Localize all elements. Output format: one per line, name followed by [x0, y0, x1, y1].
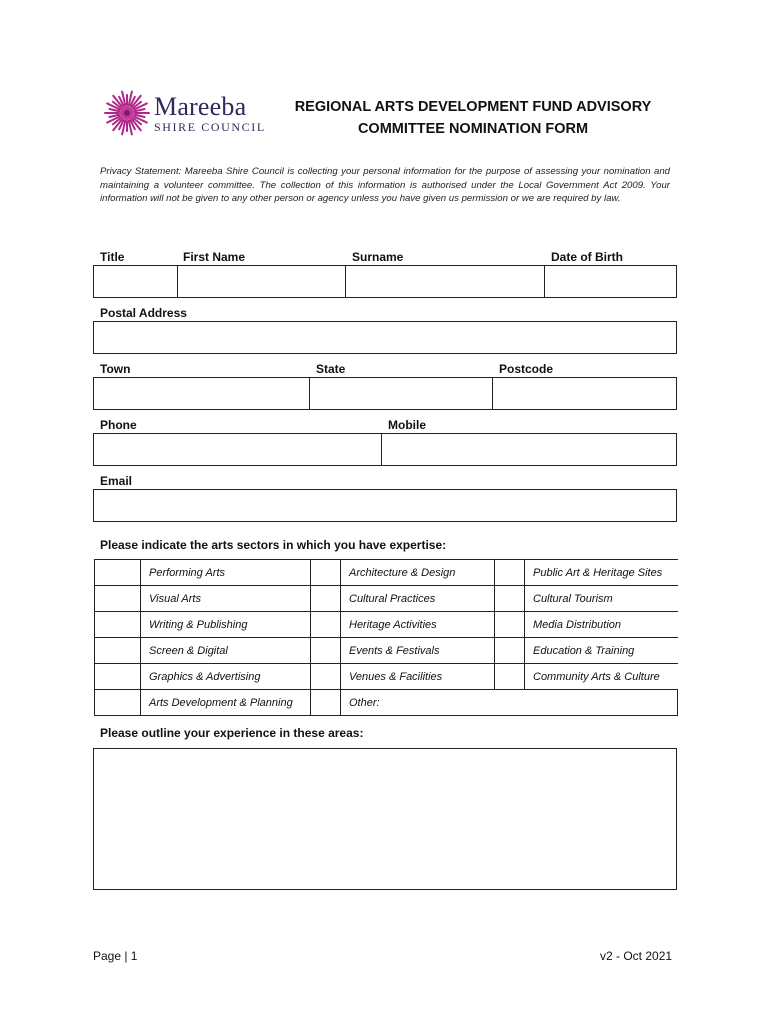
first-name-label: First Name — [183, 250, 246, 264]
state-field[interactable] — [310, 378, 492, 409]
sector-label: Public Art & Heritage Sites — [525, 560, 678, 586]
sector-label: Screen & Digital — [141, 638, 311, 664]
title-label: Title — [100, 250, 125, 264]
logo-name: Mareeba — [154, 92, 247, 121]
title-field[interactable] — [94, 266, 177, 297]
sector-checkbox[interactable] — [311, 664, 341, 690]
sector-label: Performing Arts — [141, 560, 311, 586]
sector-checkbox[interactable] — [495, 586, 525, 612]
sector-checkbox[interactable] — [95, 612, 141, 638]
sector-checkbox[interactable] — [95, 586, 141, 612]
sector-label: Education & Training — [525, 638, 678, 664]
dob-label: Date of Birth — [551, 250, 623, 264]
postcode-field[interactable] — [493, 378, 676, 409]
sector-checkbox[interactable] — [95, 690, 141, 716]
name-row — [93, 265, 677, 298]
postal-address-label: Postal Address — [100, 306, 187, 320]
logo-subtitle: SHIRE COUNCIL — [154, 120, 266, 134]
sector-checkbox[interactable] — [495, 638, 525, 664]
sector-row — [95, 638, 678, 664]
sector-label: Heritage Activities — [341, 612, 495, 638]
sector-row — [95, 664, 678, 690]
form-title-line1: REGIONAL ARTS DEVELOPMENT FUND ADVISORY — [294, 99, 652, 115]
email-field[interactable] — [93, 489, 677, 522]
postcode-label: Postcode — [499, 362, 554, 376]
privacy-statement: Privacy Statement: Mareeba Shire Council is collecting your personal information for the purpose of assessing your nomination and maintaining a volunteer committee. The collection of this information is authorised under the Local Government Act 2009. Your information will not be given to any other person or agency unless you have given us permission or we are required by law. — [100, 166, 670, 204]
town-field[interactable] — [94, 378, 309, 409]
sector-label: Community Arts & Culture — [525, 664, 678, 690]
sector-row — [95, 560, 678, 586]
sector-checkbox[interactable] — [95, 638, 141, 664]
sector-checkbox[interactable] — [495, 612, 525, 638]
form-title — [278, 96, 668, 140]
sector-checkbox[interactable] — [95, 664, 141, 690]
sector-label: Cultural Tourism — [525, 586, 678, 612]
sectors-table — [94, 559, 678, 716]
sector-label: Writing & Publishing — [141, 612, 311, 638]
sectors-prompt: Please indicate the arts sectors in which you have expertise: — [100, 538, 447, 552]
first-name-field[interactable] — [178, 266, 345, 297]
sector-label: Media Distribution — [525, 612, 678, 638]
sector-checkbox[interactable] — [311, 612, 341, 638]
experience-prompt: Please outline your experience in these areas: — [100, 726, 364, 740]
version-label: v2 - Oct 2021 — [600, 949, 673, 963]
flower-emblem-icon — [104, 90, 150, 136]
sector-checkbox[interactable] — [311, 690, 341, 716]
surname-label: Surname — [352, 250, 404, 264]
surname-field[interactable] — [346, 266, 544, 297]
sector-row — [95, 586, 678, 612]
dob-field[interactable] — [545, 266, 676, 297]
sector-other-field[interactable]: Other: — [341, 690, 678, 716]
location-row — [93, 377, 677, 410]
phone-field[interactable] — [94, 434, 381, 465]
town-label: Town — [100, 362, 131, 376]
sector-label: Cultural Practices — [341, 586, 495, 612]
page-number: Page | 1 — [93, 949, 138, 963]
sector-label: Venues & Facilities — [341, 664, 495, 690]
experience-field[interactable] — [93, 748, 677, 890]
contact-row — [93, 433, 677, 466]
sector-label: Visual Arts — [141, 586, 311, 612]
sector-row — [95, 612, 678, 638]
sector-checkbox[interactable] — [495, 664, 525, 690]
sector-checkbox[interactable] — [495, 560, 525, 586]
email-label: Email — [100, 474, 133, 488]
sector-row — [95, 690, 678, 716]
sector-checkbox[interactable] — [311, 638, 341, 664]
council-logo — [104, 90, 274, 138]
sector-checkbox[interactable] — [311, 560, 341, 586]
sector-label: Arts Development & Planning — [141, 690, 311, 716]
mobile-label: Mobile — [388, 418, 426, 432]
sector-label: Architecture & Design — [341, 560, 495, 586]
form-title-line2: COMMITTEE NOMINATION FORM — [357, 121, 589, 137]
postal-address-field[interactable] — [93, 321, 677, 354]
state-label: State — [316, 362, 346, 376]
sector-label: Graphics & Advertising — [141, 664, 311, 690]
mobile-field[interactable] — [382, 434, 676, 465]
phone-label: Phone — [100, 418, 137, 432]
sector-label: Events & Festivals — [341, 638, 495, 664]
sector-checkbox[interactable] — [95, 560, 141, 586]
sector-checkbox[interactable] — [311, 586, 341, 612]
